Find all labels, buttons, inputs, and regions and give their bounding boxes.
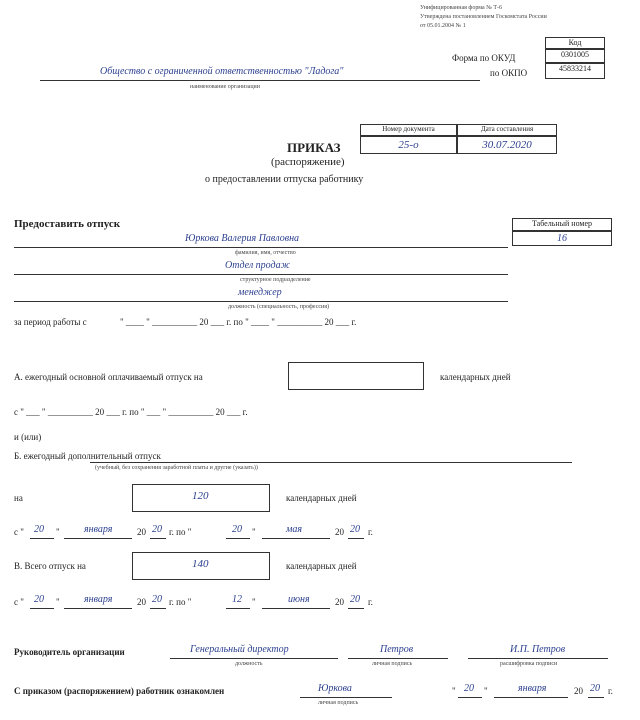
section-a-and-or: и (или) [14,432,42,442]
section-b-to-month: мая [286,524,303,535]
section-v-days: 140 [192,558,209,570]
tab-no-value: 16 [512,231,612,246]
head-signature-caption: личная подпись [372,661,413,667]
section-v-unit: календарных дней [286,561,357,571]
section-b-na: на [14,493,23,503]
tab-no-label: Табельный номер [512,218,612,231]
doc-title: ПРИКАЗ [287,140,341,155]
head-position: Генеральный директор [190,644,289,655]
okpo-value: 45833214 [545,63,605,79]
ack-signature-caption: личная подпись [318,700,359,706]
section-v-label: В. Всего отпуск на [14,561,86,571]
head-label: Руководитель организации [14,647,125,657]
employee-position: менеджер [238,287,282,298]
section-v-from-day: 20 [34,594,44,605]
employee-fio: Юркова Валерия Павловна [185,233,300,244]
doc-subtitle: (распоряжение) [271,156,345,168]
section-a-dates: с " ___ " __________ 20 ___ г. по " ___ " __________ 20 ___ г. [14,407,248,417]
form-note-2: Утверждена постановлением Госкомстата России [420,14,547,20]
org-name: Общество с ограниченной ответственностью "Ладога" [100,66,344,77]
okud-label: Форма по ОКУД [452,53,516,63]
work-period-dates: " ____ " __________ 20 ___ г. по " ____ " __________ 20 ___ г. [120,317,357,327]
section-v-from-month: января [84,594,113,605]
org-caption: наименование организации [190,84,260,90]
section-b-from-month: января [84,524,113,535]
ack-month: января [518,683,547,694]
section-b-caption: (учебный, без сохранения заработной платы и другие (указать)) [95,465,258,471]
section-b-from-day: 20 [34,524,44,535]
section-b-unit: календарных дней [286,493,357,503]
section-a-label: А. ежегодный основной оплачиваемый отпуск на [14,372,203,382]
fio-caption: фамилия, имя, отчество [235,250,296,256]
ack-day: 20 [464,683,474,694]
employee-department: Отдел продаж [225,260,290,271]
grant-label: Предоставить отпуск [14,218,121,230]
head-name-caption: расшифровка подписи [500,661,558,667]
position-caption: должность (специальность, профессия) [228,304,329,310]
section-b-label: Б. ежегодный дополнительный отпуск [14,451,161,461]
doc-date-label: Дата составления [457,124,557,136]
form-note-3: от 05.01.2004 № 1 [420,23,466,29]
okud-value: 0301005 [545,49,605,63]
head-position-caption: должность [235,661,263,667]
ack-signature: Юркова [318,683,352,694]
head-name: И.П. Петров [510,644,566,655]
section-v-to-year: 20 [350,594,360,605]
doc-number-label: Номер документа [360,124,457,136]
section-b-to-day: 20 [232,524,242,535]
form-note-1: Унифицированная форма № Т-6 [420,5,503,11]
work-period-label: за период работы с [14,317,87,327]
ack-year: 20 [590,683,600,694]
doc-date: 30.07.2020 [457,136,557,154]
doc-number: 25-о [360,136,457,154]
section-a-days-box [288,362,424,390]
doc-purpose: о предоставлении отпуска работнику [205,174,364,185]
section-v-to-month: июня [288,594,310,605]
ack-label: С приказом (распоряжением) работник ознакомлен [14,686,225,696]
head-signature: Петров [380,644,414,655]
section-b-days: 120 [192,490,209,502]
section-a-unit: календарных дней [440,372,511,382]
section-v-from-year: 20 [152,594,162,605]
section-v-to-day: 12 [232,594,242,605]
section-b-to-year: 20 [350,524,360,535]
okpo-label: по ОКПО [490,68,528,78]
codes-header: Код [545,37,605,49]
section-b-from-year: 20 [152,524,162,535]
department-caption: структурное подразделение [240,277,311,283]
